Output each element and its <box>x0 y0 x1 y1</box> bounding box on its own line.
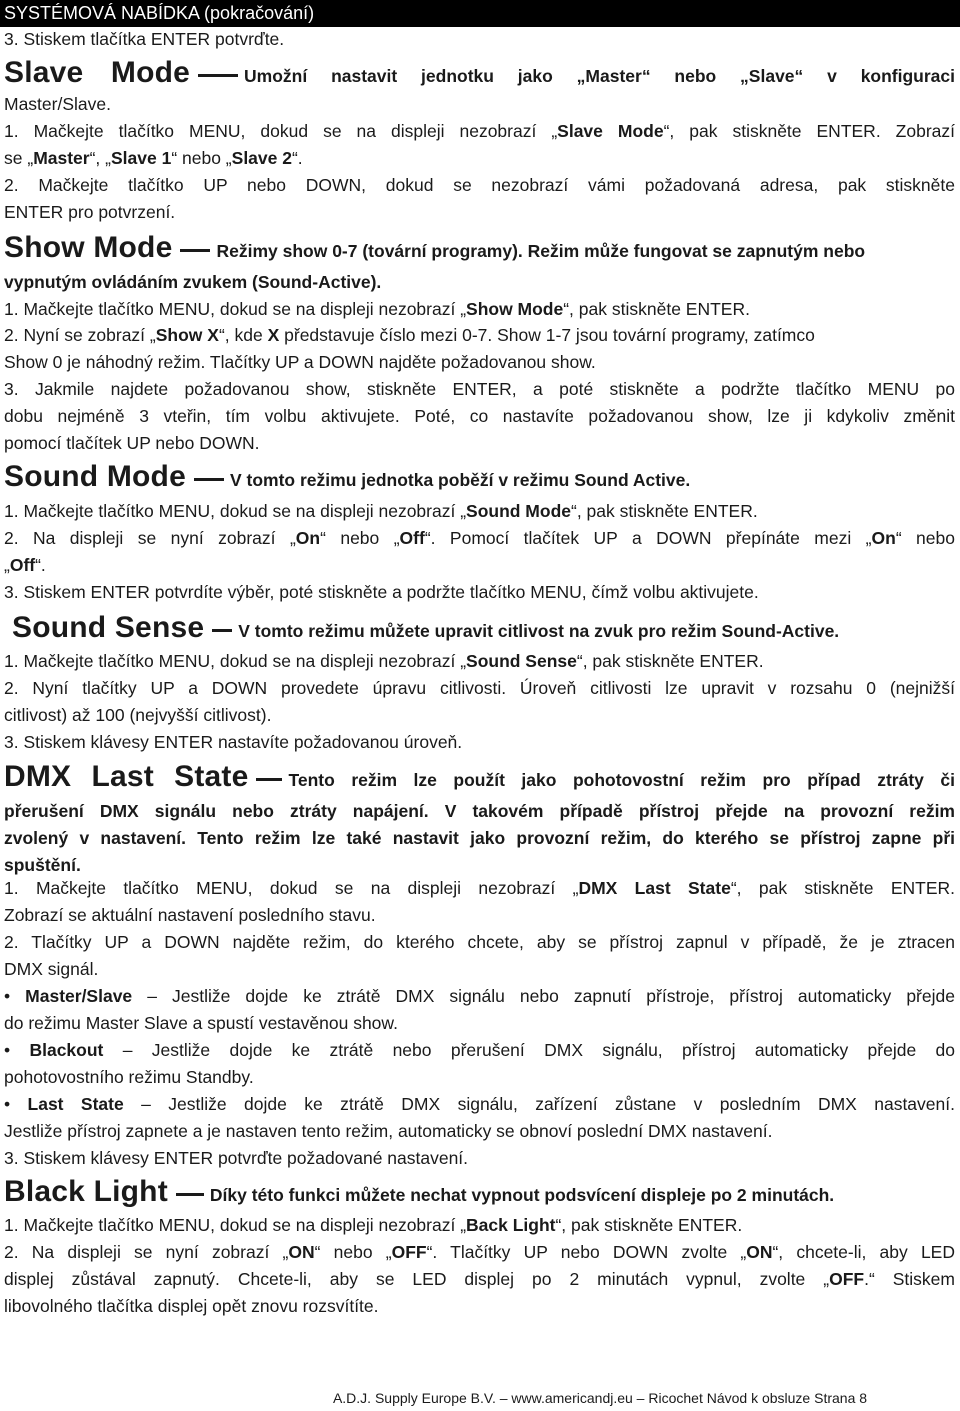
dmx-bullet-blackout: • Blackout – Jestliže dojde ke ztrátě nebo přerušení DMX signálu, přístroj automaticky přejde do <box>4 1040 955 1060</box>
sound-sense-heading: Sound Sense <box>12 611 205 644</box>
dmx-description-3: zvolený v nastavení. Tento režim lze také nastavit jako provozní režim, do kterého se přístroj zapne při <box>4 828 955 848</box>
page-footer: A.D.J. Supply Europe B.V. – www.americandj.eu – Ricochet Návod k obsluze Strana 8 <box>332 1390 868 1406</box>
show-mode-step-1: 1. Mačkejte tlačítko MENU, dokud se na displeji nezobrazí „Show Mode“, pak stiskněte ENTER. <box>4 299 750 319</box>
sound-mode-step-2-cont: „Off“. <box>4 555 46 575</box>
sound-mode-heading-line: Sound Mode V tomto režimu jednotka poběží v režimu Sound Active. <box>4 460 691 493</box>
black-light-step-2-end: libovolného tlačítka displej opět znovu rozsvítíte. <box>4 1296 379 1316</box>
black-light-heading-line: Black Light Díky této funkci můžete nechat vypnout podsvícení displeje po 2 minutách. <box>4 1175 835 1208</box>
black-light-step-2-cont: displej zůstával zapnutý. Chcete-li, aby se LED displej po 2 minutách vypnul, zvolte „OFF.“ Stiskem <box>4 1269 955 1289</box>
heading-dash <box>194 478 224 481</box>
black-light-heading: Black Light <box>4 1175 168 1208</box>
slave-mode-description: Umožní nastavit jednotku jako „Master“ nebo „Slave“ v konfiguraci <box>244 66 955 86</box>
sound-sense-step-2: 2. Nyní tlačítky UP a DOWN provedete úpravu citlivosti. Úroveň citlivosti lze upravit v rozsahu 0 (nejnižší <box>4 678 955 698</box>
show-mode-description-cont: vypnutým ovládáním zvukem (Sound-Active). <box>4 272 382 292</box>
slave-mode-heading-line <box>4 56 955 93</box>
sound-sense-step-2-cont: citlivost) až 100 (nejvyšší citlivost). <box>4 705 272 725</box>
page-banner: SYSTÉMOVÁ NABÍDKA (pokračování) <box>0 0 960 27</box>
sound-sense-step-1: 1. Mačkejte tlačítko MENU, dokud se na displeji nezobrazí „Sound Sense“, pak stiskněte ENTER. <box>4 651 764 671</box>
dmx-last-state-heading-line: DMX Last State Tento režim lze použít jako pohotovostní režim pro případ ztráty či <box>4 760 955 793</box>
show-mode-step-3-cont: dobu nejméně 3 vteřin, tím volbu aktivujete. Poté, co nastavíte požadovanou show, lze ji kdykoliv změnit <box>4 406 955 426</box>
dmx-step-1: 1. Mačkejte tlačítko MENU, dokud se na displeji nezobrazí „DMX Last State“, pak stiskněte ENTER. <box>4 878 955 898</box>
dmx-bullet-master-slave: • Master/Slave – Jestliže dojde ke ztrátě DMX signálu nebo zapnutí přístroje, přístroj automaticky přejde <box>4 986 955 1006</box>
dmx-description-4: spuštění. <box>4 855 81 875</box>
slave-mode-heading: Slave Mode <box>4 56 191 89</box>
heading-dash <box>180 249 210 252</box>
heading-dash <box>198 74 238 77</box>
show-mode-step-2-cont: Show 0 je náhodný režim. Tlačítky UP a DOWN najděte požadovanou show. <box>4 352 596 372</box>
show-mode-heading: Show Mode <box>4 231 173 264</box>
dmx-step-3: 3. Stiskem klávesy ENTER potvrďte požadované nastavení. <box>4 1148 469 1168</box>
sound-sense-step-3: 3. Stiskem klávesy ENTER nastavíte požadovanou úroveň. <box>4 732 463 752</box>
dmx-bullet-last-state: • Last State – Jestliže dojde ke ztrátě DMX signálu, zařízení zůstane v posledním DMX nastavení. <box>4 1094 955 1114</box>
sound-mode-step-3: 3. Stiskem ENTER potvrdíte výběr, poté stiskněte a podržte tlačítko MENU, čímž volbu aktivujete. <box>4 582 759 602</box>
slave-mode-step-2: 2. Mačkejte tlačítko UP nebo DOWN, dokud se nezobrazí vámi požadovaná adresa, pak stiskněte <box>4 175 955 195</box>
dmx-bullet-master-slave-cont: do režimu Master Slave a spustí vestavěnou show. <box>4 1013 398 1033</box>
slave-mode-step-1-cont: se „Master“, „Slave 1“ nebo „Slave 2“. <box>4 148 303 168</box>
intro-step-3: 3. Stiskem tlačítka ENTER potvrďte. <box>4 29 285 49</box>
heading-dash <box>256 778 282 781</box>
sound-mode-step-2: 2. Na displeji se nyní zobrazí „On“ nebo „Off“. Pomocí tlačítek UP a DOWN přepínáte mezi „On“ nebo <box>4 528 955 548</box>
heading-dash <box>212 629 232 632</box>
dmx-step-2: 2. Tlačítky UP a DOWN najděte režim, do kterého chcete, aby se přístroj zapnul v případě, že je ztracen <box>4 932 955 952</box>
show-mode-heading-line: Show Mode Režimy show 0-7 (tovární programy). Režim může fungovat se zapnutým nebo <box>4 231 866 264</box>
slave-mode-step-1: 1. Mačkejte tlačítko MENU, dokud se na displeji nezobrazí „Slave Mode“, pak stiskněte ENTER. Zobrazí <box>4 121 955 141</box>
dmx-step-1-cont: Zobrazí se aktuální nastavení posledního stavu. <box>4 905 376 925</box>
black-light-step-2: 2. Na displeji se nyní zobrazí „ON“ nebo „OFF“. Tlačítky UP nebo DOWN zvolte „ON“, chcete-li, aby LED <box>4 1242 955 1262</box>
dmx-bullet-blackout-cont: pohotovostního režimu Standby. <box>4 1067 254 1087</box>
dmx-bullet-last-state-cont: Jestliže přístroj zapnete a je nastaven tento režim, automaticky se obnoví poslední DMX nastavení. <box>4 1121 773 1141</box>
show-mode-step-3: 3. Jakmile najdete požadovanou show, stiskněte ENTER, a poté stiskněte a podržte tlačítko MENU po <box>4 379 955 399</box>
sound-mode-step-1: 1. Mačkejte tlačítko MENU, dokud se na displeji nezobrazí „Sound Mode“, pak stiskněte ENTER. <box>4 501 758 521</box>
dmx-step-2-cont: DMX signál. <box>4 959 99 979</box>
dmx-description-2: přerušení DMX signálu nebo ztráty napájení. V takovém případě přístroj přejde na provozní režim <box>4 801 955 821</box>
black-light-step-1: 1. Mačkejte tlačítko MENU, dokud se na displeji nezobrazí „Back Light“, pak stiskněte ENTER. <box>4 1215 743 1235</box>
dmx-last-state-heading: DMX Last State <box>4 760 249 793</box>
heading-dash <box>176 1193 204 1196</box>
sound-mode-heading: Sound Mode <box>4 460 186 493</box>
slave-mode-description-cont: Master/Slave. <box>4 94 111 114</box>
show-mode-step-2: 2. Nyní se zobrazí „Show X“, kde X představuje číslo mezi 0-7. Show 1-7 jsou tovární programy, zatímco <box>4 325 815 345</box>
slave-mode-step-2-cont: ENTER pro potvrzení. <box>4 202 176 222</box>
sound-sense-heading-line: Sound Sense V tomto režimu můžete upravit citlivost na zvuk pro režim Sound-Active. <box>12 611 840 644</box>
show-mode-step-3-end: pomocí tlačítek UP nebo DOWN. <box>4 433 260 453</box>
